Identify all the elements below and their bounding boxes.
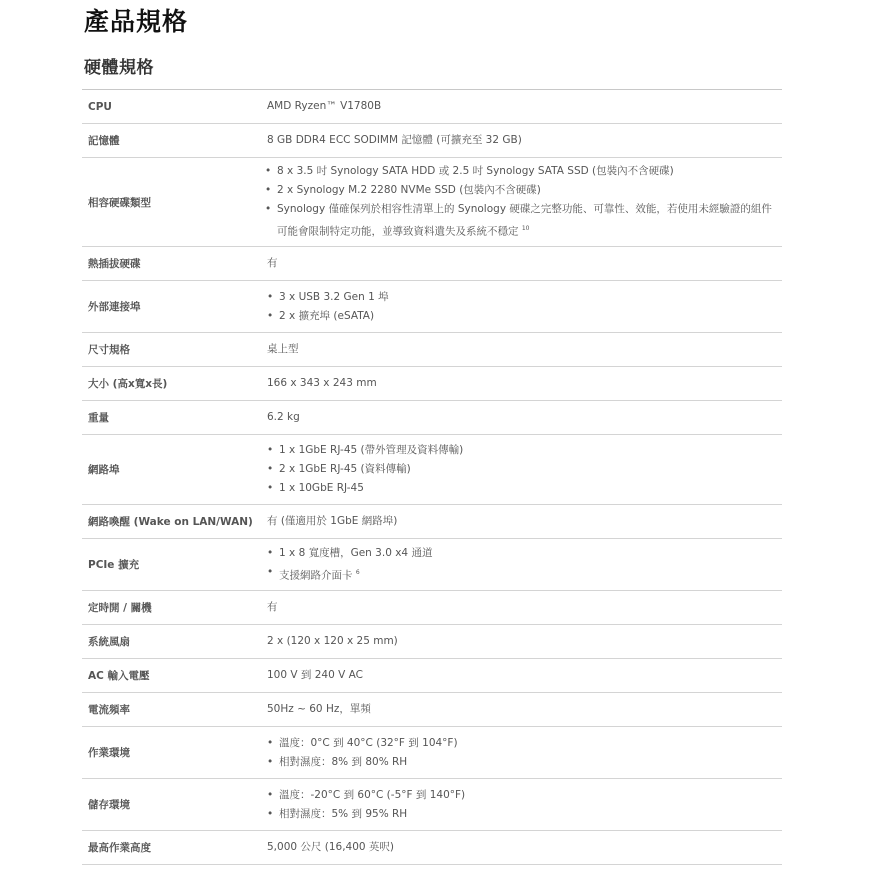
spec-row-operating-env <box>82 727 782 779</box>
spec-label: 網路埠 <box>88 464 120 476</box>
spec-value <box>267 544 782 586</box>
spec-value: AMD Ryzen™ V1780B <box>267 100 382 112</box>
footnote-marker: 6 <box>355 568 360 576</box>
spec-list-item-text: 支援網路介面卡 <box>279 569 353 582</box>
spec-label: 最高作業高度 <box>88 842 151 854</box>
spec-row-size <box>82 367 782 401</box>
spec-label: 大小 (高x寬x長) <box>88 378 168 390</box>
spec-list-item: • 2 x 擴充埠 (eSATA) <box>267 307 782 326</box>
spec-list-item: • 2 x Synology M.2 2280 NVMe SSD (包裝內不含硬碟) <box>265 181 782 200</box>
spec-row-wake-on-lan <box>82 505 782 539</box>
spec-value <box>267 786 782 824</box>
spec-list-item: • 溫度：0°C 到 40°C (32°F 到 104°F) <box>267 734 782 753</box>
spec-value <box>267 288 782 326</box>
spec-list-item: • 1 x 1GbE RJ-45 (帶外管理及資料傳輸) <box>267 441 782 460</box>
spec-row-hot-swap <box>82 247 782 281</box>
spec-list-item: • 相對濕度：8% 到 80% RH <box>267 753 782 772</box>
spec-label: 網路喚醒 (Wake on LAN/WAN) <box>88 516 253 528</box>
spec-list <box>267 288 782 326</box>
spec-value: 166 x 343 x 243 mm <box>267 377 377 389</box>
spec-list-item <box>267 563 782 586</box>
spec-label: 記憶體 <box>88 135 120 147</box>
spec-row-system-fan <box>82 625 782 659</box>
spec-list <box>265 162 782 242</box>
spec-list-item: • 1 x 10GbE RJ-45 <box>267 479 782 498</box>
spec-label: 儲存環境 <box>88 799 130 811</box>
page-title: 產品規格 <box>84 7 189 36</box>
spec-label: CPU <box>88 100 112 113</box>
spec-label: 相容硬碟類型 <box>88 196 151 209</box>
spec-row-memory <box>82 124 782 158</box>
spec-row-cpu <box>82 90 782 124</box>
spec-row-storage-env <box>82 779 782 831</box>
spec-label: 系統風扇 <box>88 636 130 648</box>
spec-list <box>267 544 782 586</box>
spec-row-frequency <box>82 693 782 727</box>
spec-row-pcie <box>82 539 782 591</box>
spec-list-item: • 8 x 3.5 吋 Synology SATA HDD 或 2.5 吋 Synology SATA SSD (包裝內不含硬碟) <box>265 162 782 181</box>
spec-list-item: • 相對濕度：5% 到 95% RH <box>267 805 782 824</box>
spec-label: AC 輸入電壓 <box>88 670 150 682</box>
spec-row-weight <box>82 401 782 435</box>
spec-value: 100 V 到 240 V AC <box>267 669 363 681</box>
spec-value: 2 x (120 x 120 x 25 mm) <box>267 635 398 647</box>
spec-value: 5,000 公尺 (16,400 英呎) <box>267 841 395 853</box>
spec-value: 8 GB DDR4 ECC SODIMM 記憶體 (可擴充至 32 GB) <box>267 134 522 146</box>
spec-label: 熱插拔硬碟 <box>88 258 141 270</box>
spec-value: 6.2 kg <box>267 411 300 423</box>
spec-list-item: • 2 x 1GbE RJ-45 (資料傳輸) <box>267 460 782 479</box>
spec-list-item: • 1 x 8 寬度槽，Gen 3.0 x4 通道 <box>267 544 782 563</box>
spec-value <box>267 441 782 498</box>
spec-row-ac-input <box>82 659 782 693</box>
spec-row-external-ports <box>82 281 782 333</box>
spec-label: 作業環境 <box>88 747 130 759</box>
spec-label: 定時開 / 關機 <box>88 602 152 614</box>
spec-value: 有 <box>267 257 278 269</box>
section-title: 硬體規格 <box>84 58 154 78</box>
spec-row-max-altitude <box>82 831 782 865</box>
spec-value <box>265 162 782 242</box>
spec-list <box>267 441 782 498</box>
spec-list <box>267 734 782 772</box>
spec-label: 電流頻率 <box>88 704 130 716</box>
spec-label: 尺寸規格 <box>88 344 130 356</box>
spec-list-item-text: Synology 僅確保列於相容性清單上的 Synology 硬碟之完整功能、可靠性、效能，若使用未經驗證的組件可能會限制特定功能，並導致資料遺失及系統不穩定 <box>277 203 772 238</box>
spec-value: 桌上型 <box>267 343 299 355</box>
spec-label: 外部連接埠 <box>88 301 141 313</box>
spec-row-scheduled-power <box>82 591 782 625</box>
spec-list-item <box>265 200 782 242</box>
spec-list-item: • 溫度：-20°C 到 60°C (-5°F 到 140°F) <box>267 786 782 805</box>
spec-value: 有 (僅適用於 1GbE 網路埠) <box>267 515 398 527</box>
footnote-marker: 10 <box>521 225 530 233</box>
spec-label: 重量 <box>88 412 109 424</box>
spec-row-lan-ports <box>82 435 782 505</box>
spec-list <box>267 786 782 824</box>
spec-row-drive-type <box>82 158 782 247</box>
spec-value: 50Hz ~ 60 Hz，單頻 <box>267 703 371 715</box>
spec-value <box>267 734 782 772</box>
spec-list-item: • 3 x USB 3.2 Gen 1 埠 <box>267 288 782 307</box>
spec-label: PCIe 擴充 <box>88 559 140 571</box>
spec-value: 有 <box>267 601 278 613</box>
spec-row-form-factor <box>82 333 782 367</box>
spec-table <box>82 89 782 865</box>
